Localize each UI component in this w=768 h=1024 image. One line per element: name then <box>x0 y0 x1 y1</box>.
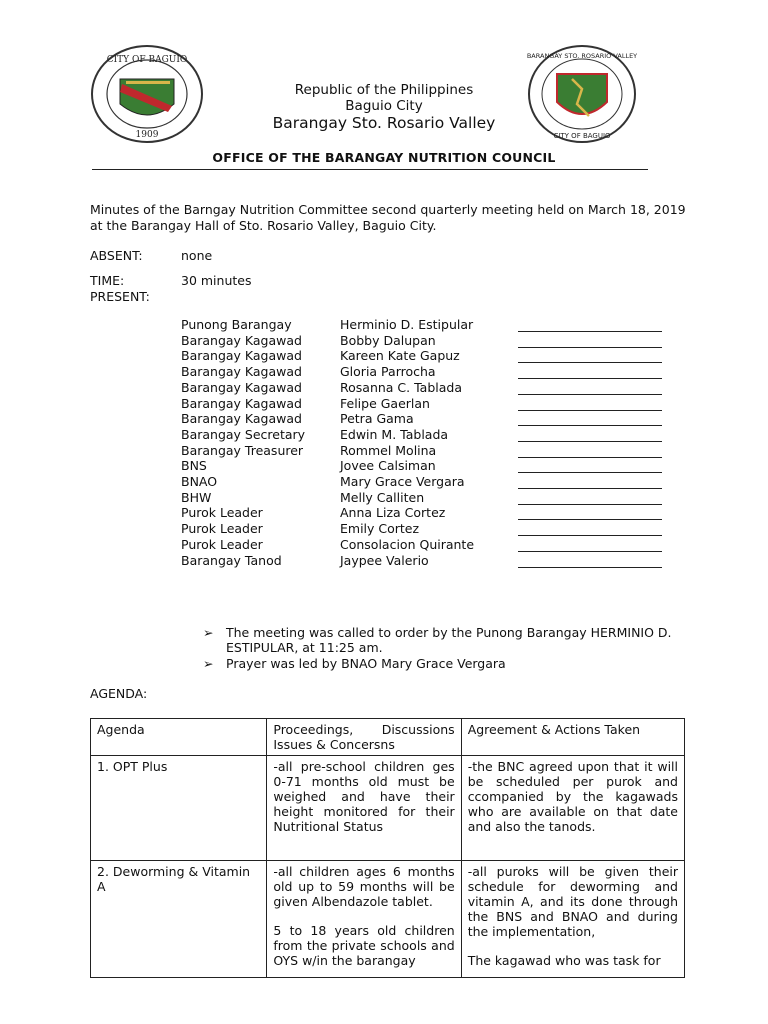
header-divider <box>92 169 648 170</box>
attendee-name: Felipe Gaerlan <box>340 395 430 411</box>
row2-proceedings: -all children ages 6 months old up to 59 months will be given Albendazole tablet. <box>273 864 455 909</box>
header-proceedings: Proceedings, Discussions Issues & Concersns <box>267 719 461 756</box>
bullet-arrow-icon: ➢ <box>203 656 214 671</box>
attendee-name: Rommel Molina <box>340 442 437 458</box>
row1-agenda: 1. OPT Plus <box>91 756 267 861</box>
attendee-position: Purok Leader <box>181 521 263 537</box>
signature-line <box>518 519 662 520</box>
signature-line <box>518 394 662 395</box>
attendee-position: Barangay Kagawad <box>181 364 302 380</box>
attendee-position: BNS <box>181 458 207 474</box>
absent-label: ABSENT: <box>90 248 143 263</box>
row1-proceedings: -all pre-school children ges 0-71 months old must be weighed and have their height monitored for their Nutritional Status <box>267 756 461 861</box>
attendee-position: Punong Barangay <box>181 317 292 332</box>
table-row <box>91 756 685 861</box>
table-header-row <box>91 719 685 756</box>
signature-line <box>518 347 662 348</box>
attendee-name: Jaypee Valerio <box>340 552 429 568</box>
signature-line <box>518 410 662 411</box>
time-value: 30 minutes <box>181 273 252 288</box>
header-agenda: Agenda <box>91 719 267 756</box>
attendee-position: Barangay Tanod <box>181 552 282 568</box>
attendee-name: Gloria Parrocha <box>340 364 436 380</box>
row2-actions: -all puroks will be given their schedule for deworming and vitamin A, and its done through the BNS and BNAO and during the implementation, <box>467 864 678 939</box>
attendee-position: Purok Leader <box>181 536 263 552</box>
signature-line <box>518 441 662 442</box>
attendee-position: Barangay Treasurer <box>181 442 304 458</box>
signature-line <box>518 362 662 363</box>
svg-text:1909: 1909 <box>135 130 159 140</box>
signature-line <box>518 504 662 505</box>
bullet-prayer: Prayer was led by BNAO Mary Grace Vergara <box>226 656 506 671</box>
svg-text:CITY OF BAGUIO: CITY OF BAGUIO <box>553 132 611 140</box>
signature-line <box>518 425 662 426</box>
attendee-position: Barangay Kagawad <box>181 348 302 364</box>
header-republic: Republic of the Philippines <box>294 82 474 98</box>
row2-proceedings-2: 5 to 18 years old children from the private schools and OYS w/in the barangay <box>273 923 455 968</box>
attendee-position: BHW <box>181 489 212 505</box>
attendee-name: Consolacion Quirante <box>340 536 475 552</box>
signature-line <box>518 488 662 489</box>
header-barangay: Barangay Sto. Rosario Valley <box>272 114 496 132</box>
attendee-position: Barangay Kagawad <box>181 379 302 395</box>
attendee-name: Edwin M. Tablada <box>340 426 449 442</box>
row1-actions: -the BNC agreed upon that it will be scheduled per purok and ccompanied by the kagawads who are available on that date and also the tanods. <box>461 756 684 861</box>
attendee-name: Herminio D. Estipular <box>340 317 474 332</box>
attendee-name: Mary Grace Vergara <box>340 474 465 489</box>
bullet-arrow-icon: ➢ <box>203 625 214 640</box>
attendee-name: Melly Calliten <box>340 489 425 505</box>
row2-actions-cell <box>461 861 684 978</box>
attendee-position: Barangay Kagawad <box>181 411 302 427</box>
signature-line <box>518 551 662 552</box>
row2-actions-2: The kagawad who was task for <box>467 953 661 968</box>
time-label: TIME: <box>90 273 125 288</box>
signature-line <box>518 535 662 536</box>
header-city: Baguio City <box>345 98 423 114</box>
absent-value: none <box>181 248 213 263</box>
attendee-name: Jovee Calsiman <box>340 458 436 474</box>
signature-line <box>518 457 662 458</box>
header-actions: Agreement & Actions Taken <box>461 719 684 756</box>
row2-proceedings-cell <box>267 861 461 978</box>
signature-line <box>518 567 662 568</box>
office-title: OFFICE OF THE BARANGAY NUTRITION COUNCIL <box>212 150 556 165</box>
bullet-call-to-order: The meeting was called to order by the Punong Barangay HERMINIO D. ESTIPULAR, at 11:25 am. <box>226 625 672 655</box>
attendee-position: BNAO <box>181 474 218 489</box>
svg-text:BARANGAY STO. ROSARIO VALLEY: BARANGAY STO. ROSARIO VALLEY <box>527 52 637 60</box>
intro-paragraph: Minutes of the Barngay Nutrition Committee second quarterly meeting held on March 18, 2019 at the Barangay Hall of Sto. Rosario Valley, Baguio City. <box>90 202 686 233</box>
signature-line <box>518 472 662 473</box>
attendee-position: Barangay Kagawad <box>181 332 302 348</box>
present-label: PRESENT: <box>90 289 150 304</box>
agenda-label: AGENDA: <box>90 686 148 701</box>
attendee-position: Purok Leader <box>181 505 263 521</box>
attendee-name: Rosanna C. Tablada <box>340 379 462 395</box>
agenda-table <box>90 718 685 978</box>
attendee-position: Barangay Secretary <box>181 426 306 442</box>
attendee-name: Petra Gama <box>340 411 414 427</box>
attendee-position: Barangay Kagawad <box>181 395 302 411</box>
attendee-name: Bobby Dalupan <box>340 332 436 348</box>
signature-line <box>518 331 662 332</box>
table-row <box>91 861 685 978</box>
attendee-name: Anna Liza Cortez <box>340 505 446 521</box>
row2-agenda: 2. Deworming & Vitamin A <box>91 861 267 978</box>
attendee-name: Emily Cortez <box>340 521 420 537</box>
signature-line <box>518 378 662 379</box>
svg-text:CITY OF BAGUIO: CITY OF BAGUIO <box>106 55 188 65</box>
attendee-name: Kareen Kate Gapuz <box>340 348 460 364</box>
